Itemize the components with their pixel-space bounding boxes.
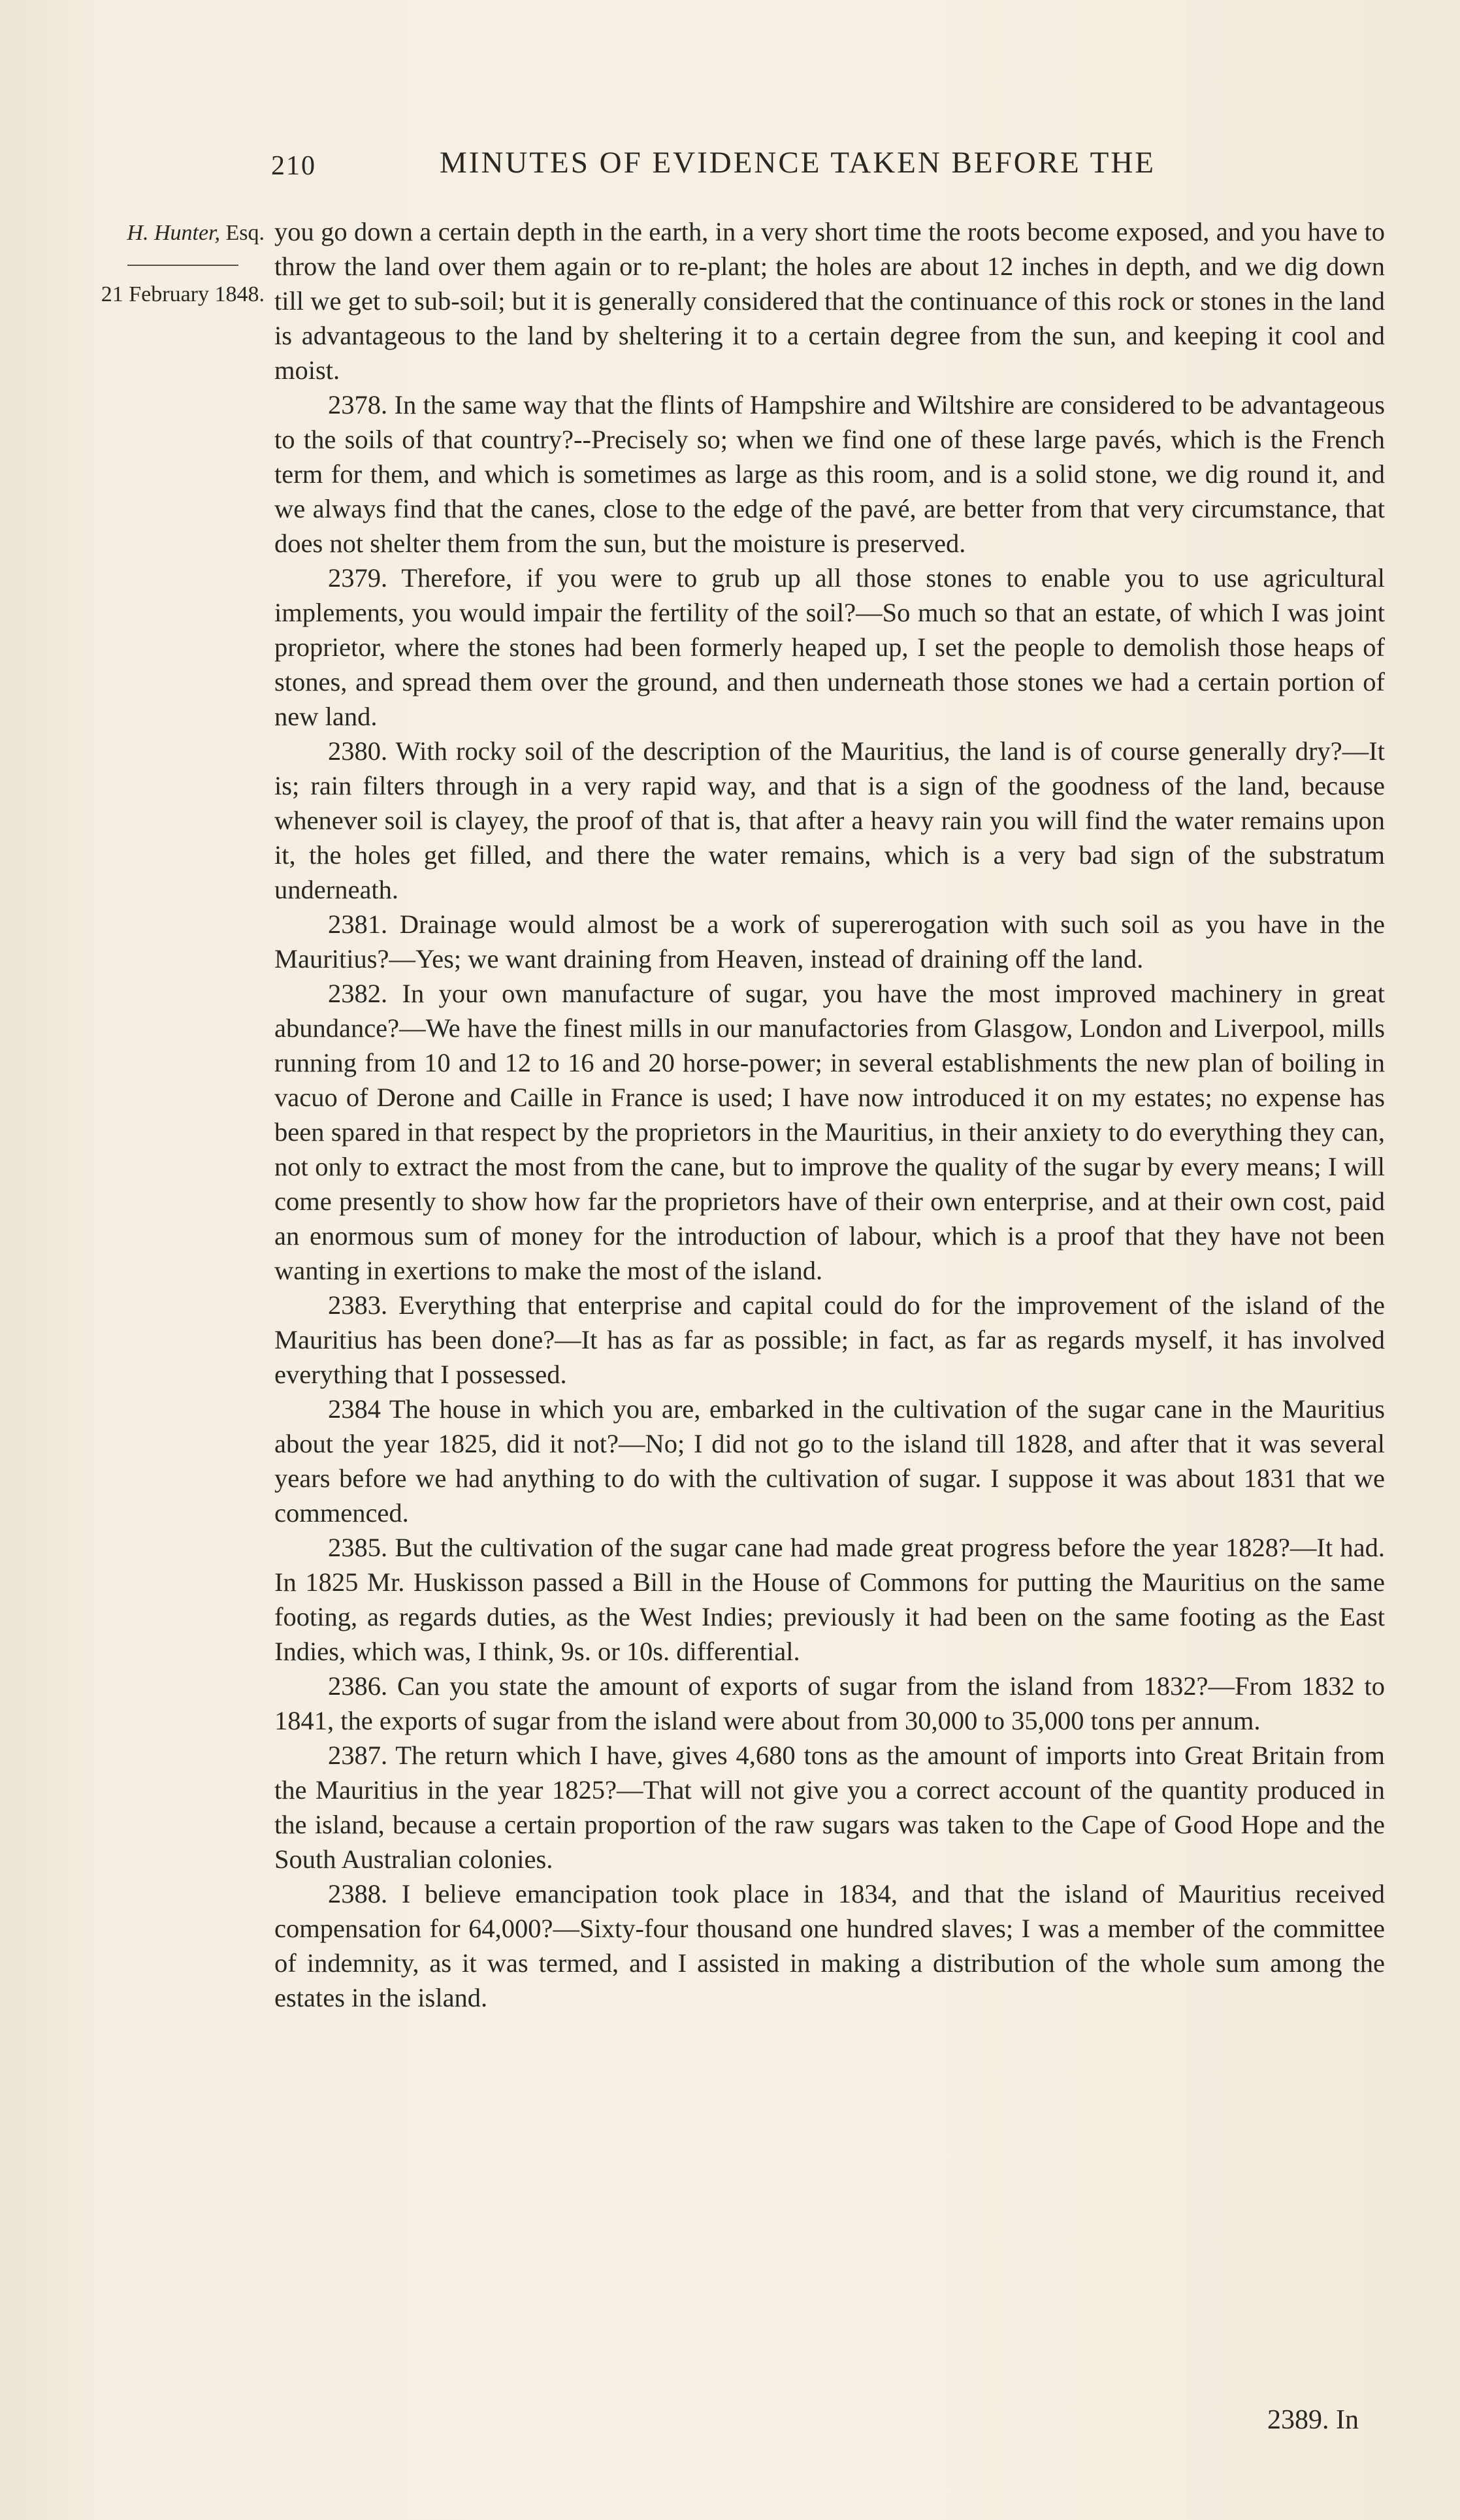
question-2383: 2383. Everything that enterprise and capital could do for the improvement of the island of the Mauritius has been done?—It has as far as possible; in fact, as far as regards myself, it has involved everything that I possessed. bbox=[274, 1290, 1385, 1389]
question-2388: 2388. I believe emancipation took place in 1834, and that the island of Mauritius received compensation for 64,000?—Sixty-four thousand one hundred slaves; I was a member of the committee of indemnity, as it was termed, and I assisted in making a distribution of the whole sum among the estates in the island. bbox=[274, 1879, 1385, 2012]
question-2384: 2384 The house in which you are, embarked in the cultivation of the sugar cane in the Mauritius about the year 1825, did it not?—No; I did not go to the island till 1828, and after that it was several years before we had anything to do with the cultivation of sugar. I suppose it was about 1831 that we commenced. bbox=[274, 1394, 1385, 1528]
continuation-paragraph: you go down a certain depth in the earth, in a very short time the roots become exposed, and you have to throw the land over them again or to re-plant; the holes are about 12 inches in depth, and we dig down till we get to sub-soil; but it is generally considered that the continuance of this rock or stones in the land is advantageous to the land by sheltering it to a certain degree from the sun, and keeping it cool and moist. bbox=[274, 217, 1385, 385]
question-2378: 2378. In the same way that the flints of Hampshire and Wiltshire are considered to be advantageous to the soils of that country?--Precisely so; when we find one of these large pavés, which is the French term for them, and which is sometimes as large as this room, and is a solid stone, we dig round it, and we always find that the canes, close to the edge of the pavé, are better from that very circumstance, that does not shelter them from the sun, but the moisture is preserved. bbox=[274, 390, 1385, 558]
witness-suffix: Esq. bbox=[220, 221, 265, 245]
witness-name-margin-note bbox=[49, 221, 265, 246]
question-2385: 2385. But the cultivation of the sugar cane had made great progress before the year 1828?—It had. In 1825 Mr. Huskisson passed a Bill in the House of Commons for putting the Mauritius on the same footing, as regards duties, as the West Indies; previously it had been on the same footing as the East Indies, which was, I think, 9s. or 10s. differential. bbox=[274, 1533, 1385, 1666]
question-2386: 2386. Can you state the amount of exports of sugar from the island from 1832?—From 1832 to 1841, the exports of sugar from the island were about from 30,000 to 35,000 tons per annum. bbox=[274, 1671, 1385, 1735]
margin-rule bbox=[127, 265, 238, 266]
page-number: 210 bbox=[271, 151, 316, 181]
question-2381: 2381. Drainage would almost be a work of supererogation with such soil as you have in the Mauritius?—Yes; we want draining from Heaven, instead of draining off the land. bbox=[274, 909, 1385, 974]
question-2380: 2380. With rocky soil of the description of the Mauritius, the land is of course generally dry?—It is; rain filters through in a very rapid way, and that is a sign of the goodness of the land, because whenever soil is clayey, the proof of that is, that after a heavy rain you will find the water remains upon it, the holes get filled, and there the water remains, which is a very bad sign of the substratum underneath. bbox=[274, 736, 1385, 904]
page-header bbox=[271, 145, 1382, 191]
question-2387: 2387. The return which I have, gives 4,680 tons as the amount of imports into Great Britain from the Mauritius in the year 1825?—That will not give you a correct account of the quantity produced in the island, because a certain proportion of the raw sugars was taken to the Cape of Good Hope and the South Australian colonies. bbox=[274, 1741, 1385, 1874]
question-2382: 2382. In your own manufacture of sugar, you have the most improved machinery in great abundance?—We have the finest mills in our manufactories from Glasgow, London and Liverpool, mills running from 10 and 12 to 16 and 20 horse-power; in several establishments the new plan of boiling in vacuo of Derone and Caille in France is used; I have now introduced it on my estates; no expense has been spared in that respect by the proprietors in the Mauritius, in their anxiety to do everything they can, not only to extract the most from the cane, but to improve the quality of the sugar by every means; I will come presently to show how far the proprietors have of their own enterprise, and at their own cost, paid an enormous sum of money for the introduction of labour, which is a proof that they have not been wanting in exertions to make the most of the island. bbox=[274, 979, 1385, 1285]
running-title: MINUTES OF EVIDENCE TAKEN BEFORE THE bbox=[440, 146, 1156, 180]
evidence-body bbox=[274, 214, 1385, 2015]
hearing-date-margin-note: 21 February 1848. bbox=[101, 282, 265, 306]
witness-name: H. Hunter, bbox=[127, 221, 220, 245]
question-2379: 2379. Therefore, if you were to grub up all those stones to enable you to use agricultural implements, you would impair the fertility of the soil?—So much so that an estate, of which I was joint proprietor, where the stones had been formerly heaped up, I set the people to demolish those heaps of stones, and spread them over the ground, and then underneath those stones we had a certain portion of new land. bbox=[274, 563, 1385, 731]
catchword: 2389. In bbox=[1267, 2405, 1359, 2435]
